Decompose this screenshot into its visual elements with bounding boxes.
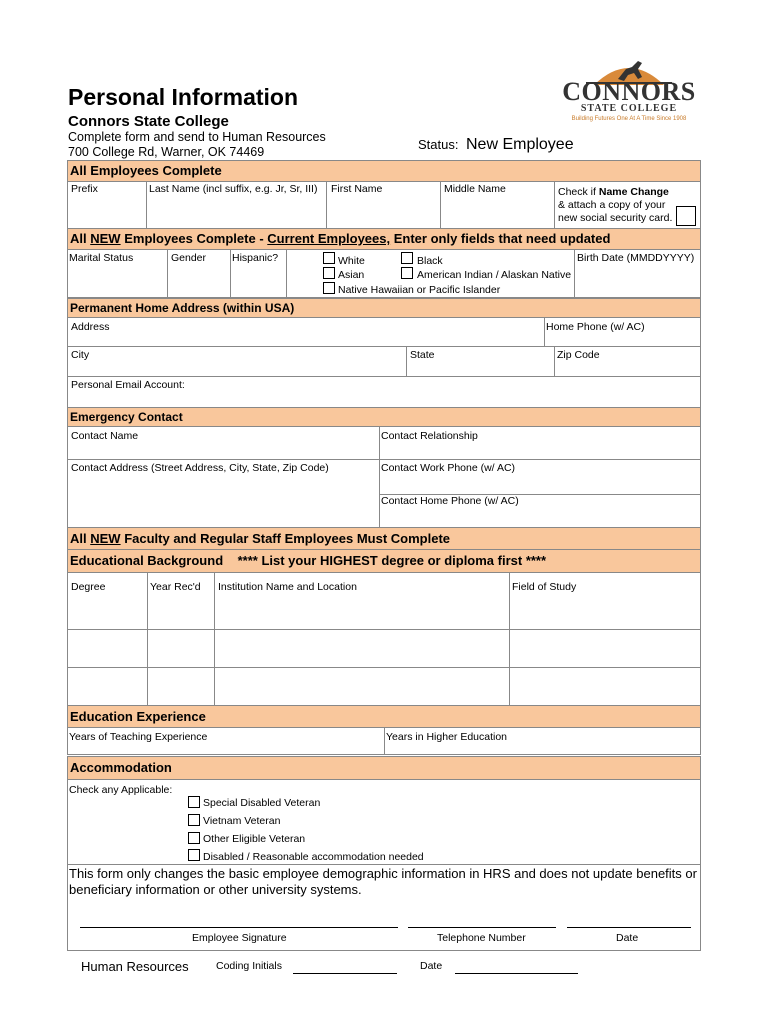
zip-field[interactable]: Zip Code (557, 349, 600, 361)
college-name: Connors State College (68, 113, 229, 130)
name-change-label: Check if Name Change (558, 186, 669, 198)
address-field[interactable]: Address (71, 321, 110, 333)
race-american-indian-checkbox[interactable] (401, 267, 413, 279)
field-of-study-column: Field of Study (512, 581, 577, 593)
marital-status-field[interactable]: Marital Status (69, 252, 134, 264)
disabled-accommodation-checkbox[interactable] (188, 849, 200, 861)
race-white-label: White (338, 255, 365, 267)
higher-ed-years-field[interactable]: Years in Higher Education (386, 731, 508, 743)
hispanic-field[interactable]: Hispanic? (232, 252, 279, 264)
last-name-field[interactable]: Last Name (incl suffix, e.g. Jr, Sr, III) (149, 183, 318, 195)
accommodation-header: Accommodation (67, 756, 701, 780)
page-title: Personal Information (68, 84, 299, 110)
race-hawaiian-checkbox[interactable] (323, 282, 335, 294)
name-change-checkbox[interactable] (676, 206, 696, 226)
contact-home-phone-field[interactable]: Contact Home Phone (w/ AC) (381, 495, 519, 507)
first-name-field[interactable]: First Name (331, 183, 383, 195)
status-label: Status: (418, 137, 459, 152)
footer-date-line[interactable] (455, 973, 578, 974)
contact-relationship-field[interactable]: Contact Relationship (381, 430, 478, 442)
institution-column: Institution Name and Location (218, 581, 357, 593)
city-field[interactable]: City (71, 349, 90, 361)
contact-work-phone-field[interactable]: Contact Work Phone (w/ AC) (381, 462, 516, 474)
year-column: Year Rec'd (150, 581, 201, 593)
footer-date-label: Date (420, 960, 443, 972)
employee-signature-line[interactable] (80, 927, 398, 928)
email-field[interactable]: Personal Email Account: (71, 379, 185, 391)
special-disabled-veteran-label: Special Disabled Veteran (203, 797, 321, 809)
race-black-checkbox[interactable] (401, 252, 413, 264)
race-black-label: Black (417, 255, 443, 267)
vietnam-veteran-checkbox[interactable] (188, 814, 200, 826)
prefix-field[interactable]: Prefix (71, 183, 98, 195)
education-header: Educational Background **** List your HIGHEST degree or diploma first **** (67, 549, 701, 573)
home-address-header: Permanent Home Address (within USA) (67, 298, 701, 318)
degree-column: Degree (71, 581, 106, 593)
race-american-indian-label: American Indian / Alaskan Native (417, 269, 572, 281)
date-line[interactable] (567, 927, 691, 928)
contact-address-field[interactable]: Contact Address (Street Address, City, State, Zip Code) (71, 462, 329, 474)
race-asian-label: Asian (338, 269, 365, 281)
instructions: Complete form and send to Human Resources (68, 130, 326, 144)
race-asian-checkbox[interactable] (323, 267, 335, 279)
other-veteran-label: Other Eligible Veteran (203, 833, 306, 845)
coding-initials-label: Coding Initials (216, 960, 282, 972)
status-value: New Employee (466, 136, 574, 153)
experience-header: Education Experience (67, 705, 701, 728)
faculty-header: All NEW Faculty and Regular Staff Employees Must Complete (67, 527, 701, 550)
telephone-label: Telephone Number (437, 932, 526, 944)
special-disabled-veteran-checkbox[interactable] (188, 796, 200, 808)
employee-signature-label: Employee Signature (192, 932, 287, 944)
state-field[interactable]: State (410, 349, 435, 361)
coding-initials-line[interactable] (293, 973, 397, 974)
footer-hr: Human Resources (81, 959, 189, 974)
all-employees-header: All Employees Complete (67, 160, 701, 182)
disclaimer-note: This form only changes the basic employee demographic information in HRS and does not update benefits or beneficiary information or other university systems. (69, 866, 697, 897)
logo-subtitle: STATE COLLEGE (580, 103, 678, 114)
accommodation-box (67, 779, 701, 951)
emergency-header: Emergency Contact (67, 407, 701, 427)
race-white-checkbox[interactable] (323, 252, 335, 264)
other-veteran-checkbox[interactable] (188, 832, 200, 844)
check-any-label: Check any Applicable: (69, 784, 173, 796)
date-label: Date (616, 932, 639, 944)
middle-name-field[interactable]: Middle Name (444, 183, 506, 195)
logo-tagline: Building Futures One At A Time Since 1908 (571, 116, 687, 122)
home-phone-field[interactable]: Home Phone (w/ AC) (546, 321, 645, 333)
race-hawaiian-label: Native Hawaiian or Pacific Islander (338, 284, 501, 296)
new-employees-header: All NEW Employees Complete - Current Employees, Enter only fields that need updated (67, 228, 701, 250)
teaching-years-field[interactable]: Years of Teaching Experience (69, 731, 208, 743)
college-logo (556, 55, 702, 125)
contact-name-field[interactable]: Contact Name (71, 430, 139, 442)
birth-date-field[interactable]: Birth Date (MMDDYYYY) (577, 252, 695, 264)
disabled-accommodation-label: Disabled / Reasonable accommodation needed (203, 851, 424, 863)
gender-field[interactable]: Gender (171, 252, 207, 264)
logo-name: CONNORS (562, 77, 696, 106)
name-change-line3: new social security card. (558, 212, 673, 224)
vietnam-veteran-label: Vietnam Veteran (203, 815, 281, 827)
telephone-line[interactable] (408, 927, 556, 928)
hr-address: 700 College Rd, Warner, OK 74469 (68, 145, 265, 159)
name-change-line2: & attach a copy of your (558, 199, 666, 211)
